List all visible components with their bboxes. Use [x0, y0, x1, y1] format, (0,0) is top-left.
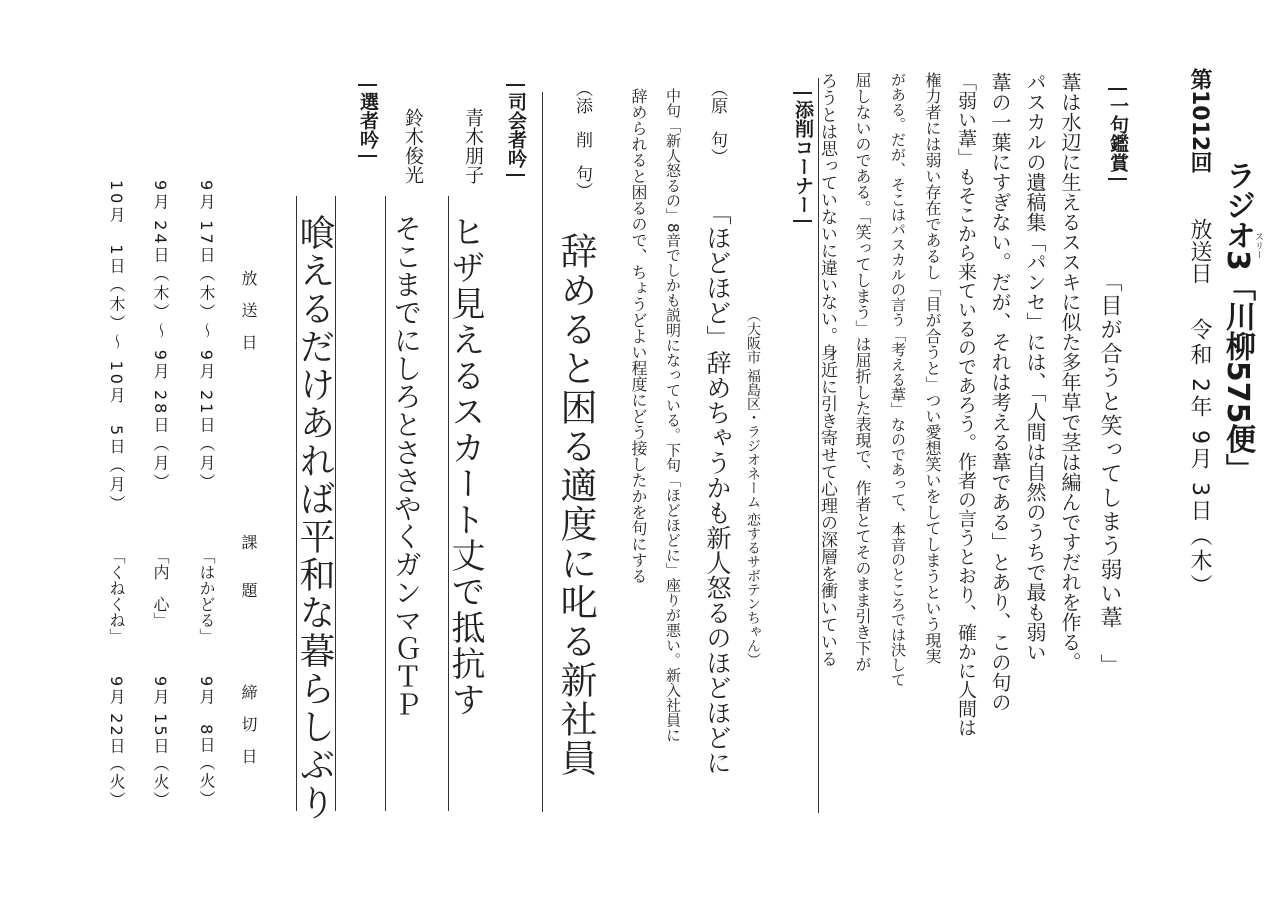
- column-rule: [542, 92, 543, 812]
- senja-label: 選者吟: [358, 84, 377, 157]
- senku-body-line: 葦の一葉にすぎない。だが、それは考える葦である」とあり、この句の: [988, 72, 1012, 712]
- column-rule: [818, 78, 819, 813]
- tensaku-comment-line: 辞められると困るので、ちょうどよい程度にどう接したかを句にする: [629, 88, 648, 584]
- title-ruby: スリー: [1253, 232, 1263, 259]
- senku-body-line: 葦は水辺に生えるススキに似た多年草で茎は編んですだれを作る。: [1058, 72, 1082, 672]
- schedule-date: 10月 1日（木）～ 10月 5日（月）: [107, 180, 126, 515]
- senku-body-line: ろうとは思っていないに違いない。身近に引き寄せて心理の深層を衝いている: [817, 72, 837, 667]
- senku-body-line: がある。だが、そこはパスカルの言う「考える葦」なのであって、本音のところでは決して: [889, 72, 907, 687]
- senku-body-line: パスカルの遺稿集「パンセ」には、「人間は自然のうちで最も弱い: [1023, 72, 1047, 662]
- senku-body-line: 「弱い葦」もそこから来ているのであろう。作者の言うとおり、確かに人間は: [955, 72, 977, 737]
- column-rule: [385, 196, 386, 811]
- host-name: 青木朋子: [462, 108, 484, 184]
- schedule-deadline: 9月 15日（火）: [151, 676, 170, 810]
- senku-verse: 「目が合うと笑ってしまう弱い葦 」: [1097, 270, 1122, 678]
- original-verse: 「ほどほど」辞めちゃうかも新人怒るのほどほどに: [703, 200, 732, 775]
- column-rule: [296, 196, 297, 811]
- tensaku-comment-line: 中句「新人怒るの」8音でしかも説明になっている。下句「ほどほどに」座りが悪い。新入社員に: [664, 88, 682, 743]
- senku-label: 一句鑑賞: [1108, 88, 1127, 180]
- revised-verse: 辞めると困る適度に叱る新社員: [554, 232, 597, 778]
- senku-body-line: 屈しないのである。「笑ってしまう」は屈折した表現で、作者とてそのまま引き下が: [853, 72, 872, 672]
- shikai-label: 司会者吟: [506, 84, 525, 176]
- schedule-header-deadline: 締 切 日: [239, 684, 258, 764]
- broadcast-date: 令和 2年 9月 3日（木）: [1187, 318, 1212, 599]
- schedule-deadline: 9月 8日（火）: [197, 676, 216, 809]
- schedule-theme: 「くねくね」: [107, 548, 126, 644]
- schedule-date: 9月 24日（木）～ 9月 28日（月）: [151, 180, 170, 493]
- host-name: 鈴木俊光: [402, 108, 424, 184]
- broadcast-label: 放送日: [1187, 218, 1212, 284]
- schedule-deadline: 9月 22日（火）: [107, 676, 126, 810]
- schedule-date: 9月 17日（木）～ 9月 21日（月）: [197, 180, 216, 493]
- senku-body-line: 権力者には弱い存在であるし「目が合うと」つい愛想笑いをしてしまうという現実: [923, 72, 942, 664]
- schedule-header-theme: 課 題: [239, 534, 258, 598]
- program-title: ラジオ3「川柳575便」: [1220, 160, 1255, 484]
- revised-label: （添 削 句）: [572, 80, 592, 199]
- tensaku-author: （大阪市 福島区・ラジオネーム 恋するサボテンちゃん）: [745, 308, 761, 667]
- column-rule: [335, 196, 336, 811]
- schedule-theme: 「はかどる」: [197, 548, 216, 644]
- schedule-theme: 「内 心」: [151, 548, 170, 628]
- host-verse: そこまでにしろとささやくガンマＧＴＰ: [390, 214, 423, 718]
- schedule-header-date: 放 送 日: [239, 270, 258, 350]
- host-verse: ヒザ見えるスカート丈で抵抗す: [445, 214, 485, 718]
- issue-number: 第1012回: [1187, 68, 1212, 174]
- original-label: （原 句）: [707, 80, 727, 165]
- tensaku-label: 添削コーナー: [793, 92, 812, 222]
- column-rule: [448, 196, 449, 811]
- senja-verse: 喰えるだけあれば平和な暮らしぶり: [294, 214, 335, 822]
